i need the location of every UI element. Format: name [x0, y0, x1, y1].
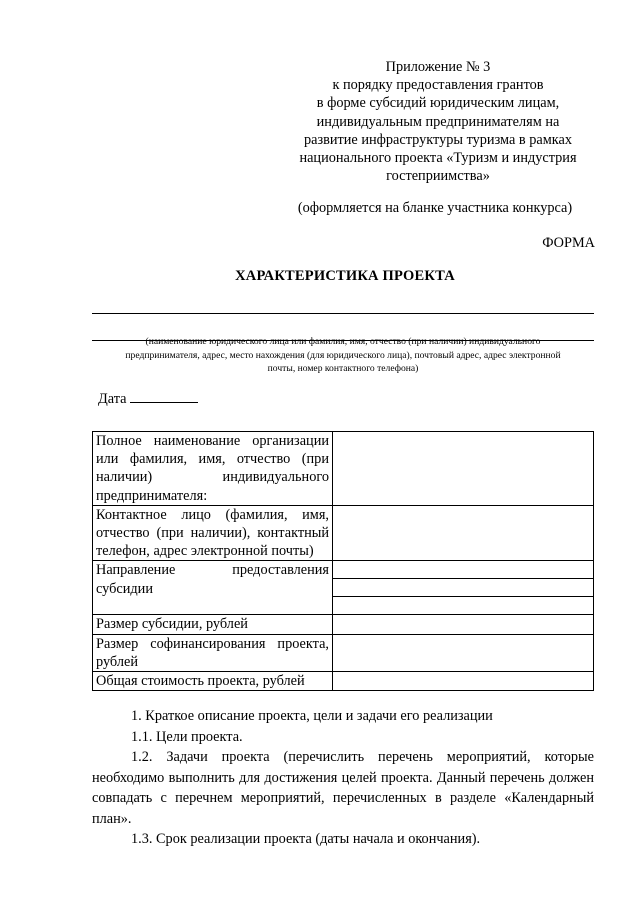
- page-title: ХАРАКТЕРИСТИКА ПРОЕКТА: [235, 268, 455, 284]
- subsidy-direction-value[interactable]: [333, 597, 594, 615]
- paragraph: 1.1. Цели проекта.: [131, 728, 243, 745]
- project-info-table: [92, 431, 594, 691]
- subsidy-direction-value[interactable]: [333, 579, 594, 597]
- subsidy-direction-word: предоставления: [232, 562, 329, 579]
- table-row: [93, 505, 594, 561]
- paragraph: 1.3. Срок реализации проекта (даты начала и окончания).: [131, 831, 481, 847]
- paragraph: 1.2. Задачи проекта (перечислить перечень мероприятий, которые необходимо выполнить для достижения целей проекта. Данный перечень должен совпадать с перечнем мероприятий, перечисленных в разделе «Календарный план».: [92, 749, 594, 827]
- total-cost-label: Общая стоимость проекта, рублей: [93, 672, 333, 691]
- appendix-line: национального проекта «Туризм и индустрия: [299, 150, 577, 167]
- subsidy-direction-word: субсидии: [96, 580, 153, 597]
- subsidy-direction-label: [93, 561, 333, 615]
- caption-line: почты, номер контактного телефона): [267, 363, 419, 375]
- applicant-caption: [92, 335, 594, 376]
- date-label: Дата: [98, 391, 127, 407]
- caption-line: (наименование юридического лица или фамилия, имя, отчество (при наличии) индивидуального: [145, 336, 541, 347]
- subsidy-direction-value[interactable]: [333, 561, 594, 579]
- appendix-line: Приложение № 3: [385, 59, 491, 75]
- appendix-header: [270, 58, 606, 185]
- table-row: [93, 634, 594, 671]
- table-row: [93, 615, 594, 634]
- table-row: [93, 561, 594, 579]
- blank-note: (оформляется на бланке участника конкурса): [297, 200, 573, 216]
- caption-line: предпринимателя, адрес, место нахождения (для юридического лица), почтовый адрес, адрес электронной: [125, 349, 561, 361]
- table-row: [93, 672, 594, 691]
- project-description: [92, 706, 594, 850]
- contact-person-value[interactable]: [333, 505, 594, 561]
- form-label: ФОРМА: [542, 235, 595, 251]
- organization-name-value[interactable]: [333, 432, 594, 506]
- appendix-line: к порядку предоставления грантов: [332, 77, 544, 94]
- subsidy-direction-word: Направление: [96, 562, 176, 579]
- contact-person-label: Контактное лицо (фамилия, имя, отчество (при наличии), контактный телефон, адрес электронной почты): [93, 505, 333, 561]
- subsidy-amount-label: Размер субсидии, рублей: [93, 615, 333, 634]
- subsidy-amount-value[interactable]: [333, 615, 594, 634]
- organization-name-label: Полное наименование организации или фамилия, имя, отчество (при наличии) индивидуального предпринимателя:: [93, 432, 333, 506]
- appendix-line: развитие инфраструктуры туризма в рамках: [303, 131, 572, 148]
- table-row: [93, 432, 594, 506]
- date-blank[interactable]: [130, 390, 198, 403]
- appendix-line: индивидуальным предпринимателям на: [316, 113, 560, 130]
- appendix-line: гостеприимства»: [386, 168, 490, 185]
- cofinancing-value[interactable]: [333, 634, 594, 671]
- cofinancing-label: Размер софинансирования проекта, рублей: [93, 634, 333, 671]
- section-heading: 1. Краткое описание проекта, цели и задачи его реализации: [131, 708, 493, 724]
- date-field: [98, 390, 198, 408]
- appendix-line: в форме субсидий юридическим лицам,: [316, 95, 560, 112]
- total-cost-value[interactable]: [333, 672, 594, 691]
- fill-line[interactable]: [92, 313, 594, 314]
